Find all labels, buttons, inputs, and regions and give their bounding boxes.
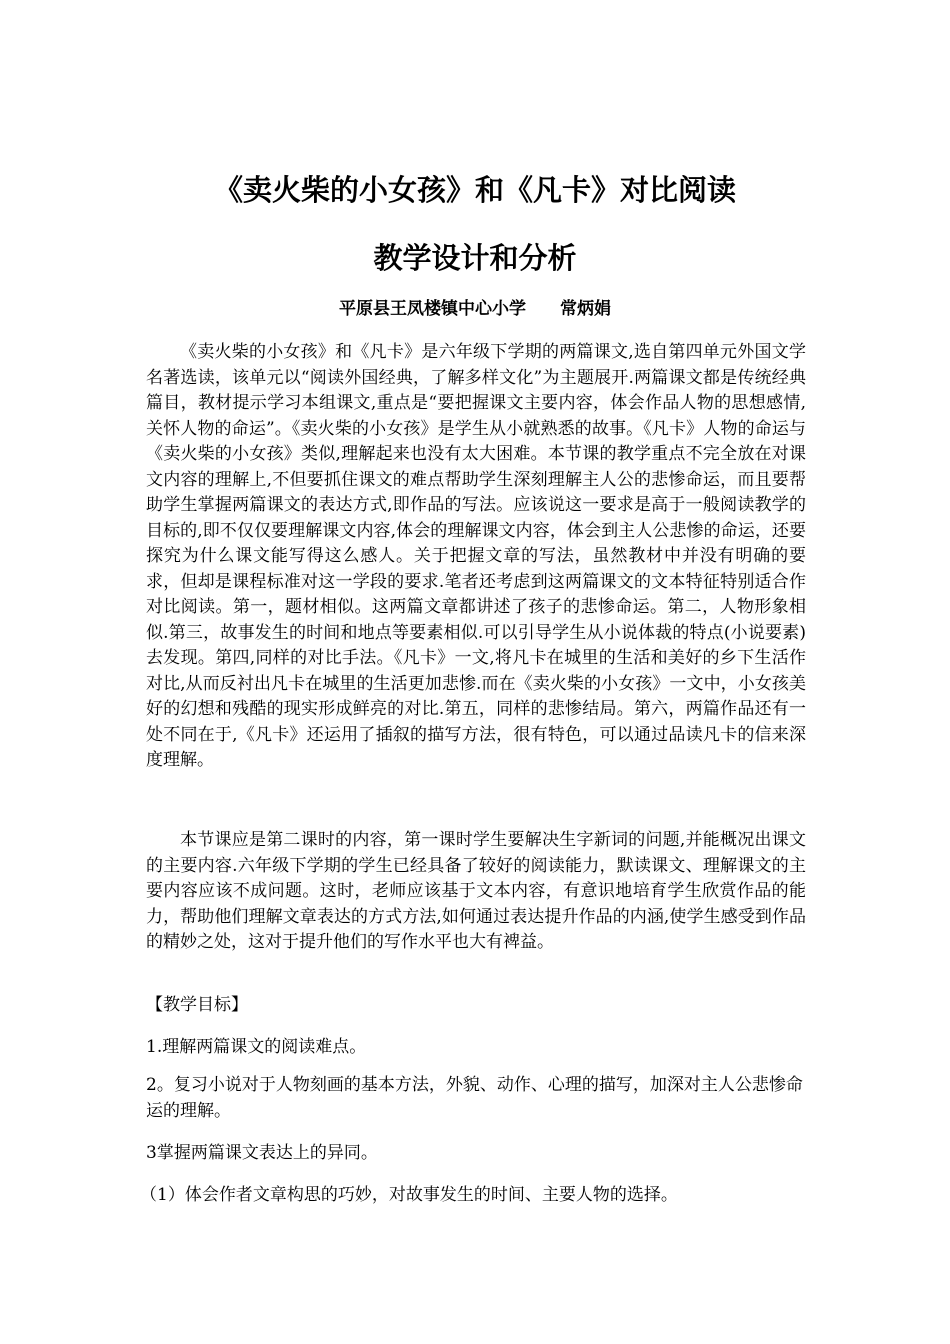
- objective-item: 2。复习小说对于人物刻画的基本方法，外貌、动作、心理的描写，加深对主人公悲惨命运的理解。: [146, 1075, 803, 1121]
- objective-item: 3掌握两篇课文表达上的异同。: [146, 1143, 378, 1163]
- lesson-paragraph: 本节课应是第二课时的内容，第一课时学生要解决生字新词的问题,并能概况出课文的主要内容.六年级下学期的学生已经具备了较好的阅读能力，默读课文、理解课文的主要内容应该不成问题。这时，老师应该基于文本内容，有意识地培育学生欣赏作品的能力，帮助他们理解文章表达的方式方法,如何通过表达提升作品的内涵,使学生感受到作品的精妙之处，这对于提升他们的写作水平也大有裨益。: [146, 830, 806, 952]
- section-heading-objectives: 【教学目标】: [146, 995, 248, 1015]
- document-title-line-2: 教学设计和分析: [373, 241, 577, 275]
- objective-item: 1.理解两篇课文的阅读难点。: [146, 1037, 367, 1057]
- document-title-line-1: 《卖火柴的小女孩》和《凡卡》对比阅读: [213, 173, 736, 207]
- intro-paragraph: 《卖火柴的小女孩》和《凡卡》是六年级下学期的两篇课文,选自第四单元外国文学名著选读，该单元以“阅读外国经典，了解多样文化”为主题展开.两篇课文都是传统经典篇目，教材提示学习本组课文,重点是“要把握课文主要内容，体会作品人物的思想感情,关怀人物的命运”。《卖火柴的小女孩》是学生从小就熟悉的故事。《凡卡》人物的命运与《卖火柴的小女孩》类似,理解起来也没有太大困难。本节课的教学重点不完全放在对课文内容的理解上,不但要抓住课文的难点帮助学生深刻理解主人公的悲惨命运，而且要帮助学生掌握两篇课文的表达方式,即作品的写法。应该说这一要求是高于一般阅读教学的目标的,即不仅仅要理解课文内容,体会的理解课文内容，体会到主人公悲惨的命运，还要探究为什么课文能写得这么感人。关于把握文章的写法，虽然教材中并没有明确的要求，但却是课程标准对这一学段的要求.笔者还考虑到这两篇课文的文本特征特别适合作对比阅读。第一，题材相似。这两篇文章都讲述了孩子的悲惨命运。第二，人物形象相似.第三，故事发生的时间和地点等要素相似.可以引导学生从小说体裁的特点(小说要素)去发现。第四,同样的对比手法。《凡卡》一文,将凡卡在城里的生活和美好的乡下生活作对比,从而反衬出凡卡在城里的生活更加悲惨.而在《卖火柴的小女孩》一文中，小女孩美好的幻想和残酷的现实形成鲜亮的对比.第五，同样的悲惨结局。第六，两篇作品还有一处不同在于,《凡卡》还运用了插叙的描写方法，很有特色，可以通过品读凡卡的信来深度理解。: [146, 342, 806, 770]
- author-line: 平原县王凤楼镇中心小学 常炳娟: [339, 299, 611, 319]
- objective-subitem: （1）体会作者文章构思的巧妙，对故事发生的时间、主要人物的选择。: [140, 1185, 678, 1205]
